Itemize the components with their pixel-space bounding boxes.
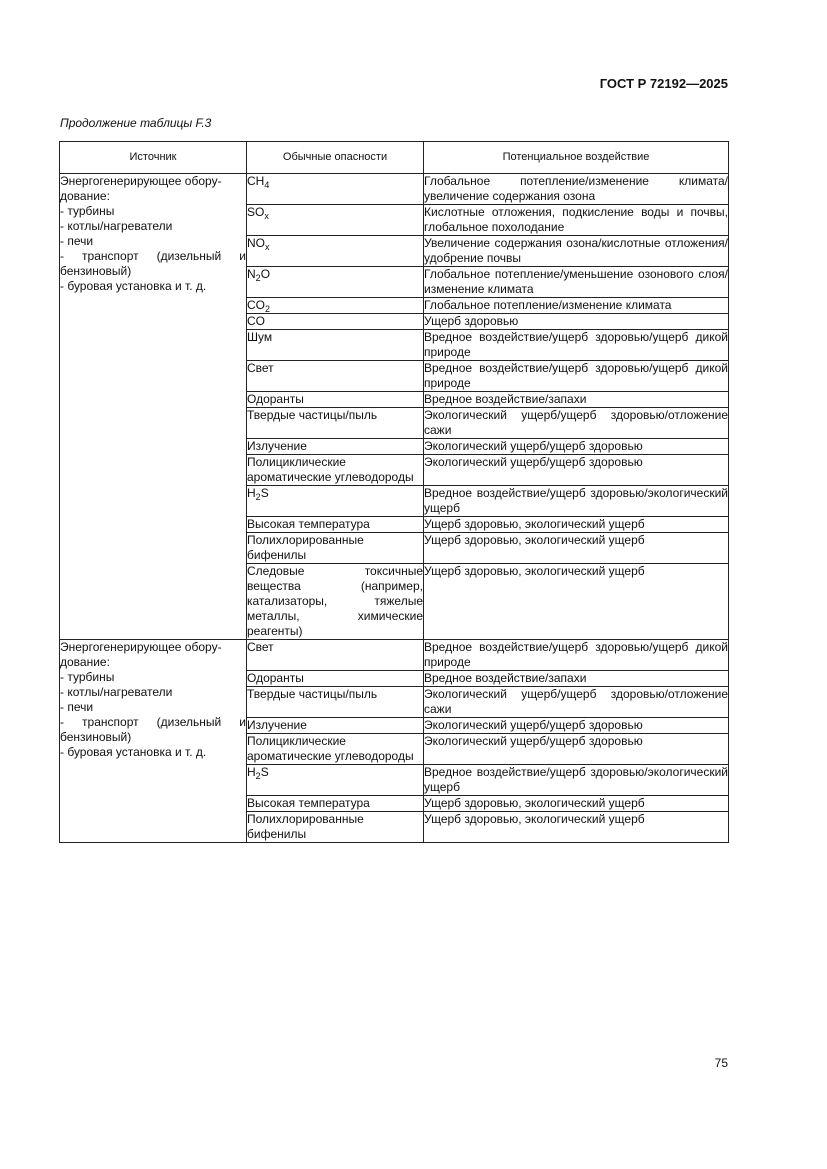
hazard-subscript: x — [264, 211, 269, 221]
column-header-impact: Потенциальное воздействие — [424, 142, 729, 174]
hazard-text: SO — [247, 205, 265, 219]
impact-cell: Ущерб здоровью — [424, 314, 729, 330]
hazard-subscript: 2 — [255, 492, 261, 502]
hazard-text: Полициклические ароматические углеводороды — [247, 734, 414, 763]
source-list-item: - турбины — [60, 204, 115, 218]
source-list-item: - печи — [60, 234, 94, 248]
hazard-cell — [247, 812, 424, 843]
hazard-cell — [247, 205, 424, 236]
hazard-cell — [247, 392, 424, 408]
hazard-cell — [247, 687, 424, 718]
hazard-text: Следовые токсичные вещества (например, катализаторы, тяжелые металлы, химические реагенты) — [247, 564, 423, 638]
hazard-cell — [247, 361, 424, 392]
column-header-hazards: Обычные опасности — [247, 142, 424, 174]
hazard-subscript: 2 — [265, 304, 271, 314]
impact-cell: Вредное воздействие/ущерб здоровью/ущерб дикой природе — [424, 361, 728, 390]
source-list-item: - буровая установка и т. д. — [60, 279, 207, 293]
hazard-cell — [247, 640, 424, 671]
source-list-item: - транспорт (дизельный и бензиновый) — [60, 715, 246, 744]
document-id: ГОСТ Р 72192—2025 — [599, 76, 728, 91]
hazard-text: NO — [247, 236, 265, 250]
table-caption: Продолжение таблицы F.3 — [60, 116, 212, 130]
impact-cell: Экологический ущерб/ущерб здоровью — [424, 455, 729, 486]
hazard-cell — [247, 734, 424, 765]
hazard-cell — [247, 671, 424, 687]
hazard-cell — [247, 517, 424, 533]
hazard-subscript: 4 — [264, 180, 270, 190]
column-header-source: Источник — [60, 142, 247, 174]
hazard-subscript: 2 — [255, 273, 261, 283]
hazard-cell — [247, 330, 424, 361]
source-list-item: - турбины — [60, 670, 115, 684]
source-list-item: - транспорт (дизельный и бензиновый) — [60, 249, 246, 278]
hazard-cell — [247, 564, 424, 640]
hazard-text: N — [247, 267, 256, 281]
impact-cell: Вредное воздействие/ущерб здоровью/ущерб дикой природе — [424, 330, 728, 359]
impact-cell: Экологический ущерб/ущерб здоровью — [424, 718, 729, 734]
source-title-cont: дование: — [60, 655, 110, 669]
hazard-subscript: 2 — [255, 771, 261, 781]
impact-cell: Глобальное потепление/уменьшение озонового слоя/изменение климата — [424, 267, 728, 296]
impact-cell: Экологический ущерб/ущерб здоровью — [424, 734, 729, 765]
impact-cell: Глобальное потепление/изменение климата — [424, 298, 729, 314]
hazard-text-tail: S — [260, 486, 269, 500]
impact-cell: Ущерб здоровью, экологический ущерб — [424, 533, 729, 564]
source-list-item: - буровая установка и т. д. — [60, 745, 207, 759]
hazard-cell — [247, 455, 424, 486]
table-header-row — [60, 142, 729, 174]
source-list-item: - котлы/нагреватели — [60, 219, 173, 233]
impact-cell: Экологический ущерб/ущерб здоровью/отложение сажи — [424, 408, 728, 437]
hazard-text: Излучение — [247, 718, 307, 732]
source-cell — [60, 174, 247, 640]
hazard-text: Высокая температура — [247, 517, 370, 531]
impact-cell: Увеличение содержания озона/кислотные отложения/удобрение почвы — [424, 236, 728, 265]
hazard-text: Одоранты — [247, 392, 304, 406]
hazard-text: Свет — [247, 640, 274, 654]
hazard-text: Полициклические ароматические углеводороды — [247, 455, 414, 484]
hazard-cell — [247, 314, 424, 330]
impact-cell: Экологический ущерб/ущерб здоровью — [424, 439, 729, 455]
hazard-cell — [247, 236, 424, 267]
impact-cell: Ущерб здоровью, экологический ущерб — [424, 812, 729, 843]
impact-cell: Экологический ущерб/ущерб здоровью/отложение сажи — [424, 687, 728, 716]
hazard-cell — [247, 718, 424, 734]
source-list-item: - печи — [60, 700, 94, 714]
hazard-cell — [247, 408, 424, 439]
hazard-text: Полихлорированные бифенилы — [247, 533, 364, 562]
hazard-cell — [247, 486, 424, 517]
impact-cell: Вредное воздействие/ущерб здоровью/экологический ущерб — [424, 486, 728, 515]
hazard-text: Твердые частицы/пыль — [247, 408, 378, 422]
impact-cell: Вредное воздействие/запахи — [424, 671, 729, 687]
hazard-text: CO — [247, 314, 265, 328]
hazard-text: CH — [247, 174, 265, 188]
hazard-text: Высокая температура — [247, 796, 370, 810]
impact-cell: Вредное воздействие/ущерб здоровью/экологический ущерб — [424, 765, 728, 794]
hazards-table — [59, 141, 729, 843]
hazard-cell — [247, 174, 424, 205]
impact-cell: Вредное воздействие/запахи — [424, 392, 729, 408]
source-cell — [60, 640, 247, 843]
table-row — [60, 174, 729, 205]
impact-cell: Вредное воздействие/ущерб здоровью/ущерб дикой природе — [424, 640, 728, 669]
hazard-cell — [247, 267, 424, 298]
page-number: 75 — [714, 1056, 728, 1070]
source-title-cont: дование: — [60, 189, 110, 203]
hazard-text: Излучение — [247, 439, 307, 453]
hazard-cell — [247, 765, 424, 796]
hazard-text: CO — [247, 298, 265, 312]
impact-cell: Глобальное потепление/изменение климата/увеличение содержания озона — [424, 174, 728, 203]
hazard-text: H — [247, 486, 256, 500]
hazard-cell — [247, 533, 424, 564]
table-row — [60, 640, 729, 671]
hazard-subscript: x — [265, 242, 270, 252]
hazard-cell — [247, 796, 424, 812]
impact-cell: Ущерб здоровью, экологический ущерб — [424, 564, 729, 640]
hazard-cell — [247, 298, 424, 314]
source-title: Энергогенерирующее обору- — [60, 174, 222, 188]
impact-cell: Ущерб здоровью, экологический ущерб — [424, 517, 729, 533]
hazard-cell — [247, 439, 424, 455]
hazard-text-tail: S — [260, 765, 269, 779]
source-title: Энергогенерирующее обору- — [60, 640, 222, 654]
source-list-item: - котлы/нагреватели — [60, 685, 173, 699]
hazard-text: Шум — [247, 330, 273, 344]
hazard-text-tail: O — [260, 267, 271, 281]
hazard-text: Одоранты — [247, 671, 304, 685]
impact-cell: Кислотные отложения, подкисление воды и почвы, глобальное похолодание — [424, 205, 728, 234]
hazard-text: H — [247, 765, 256, 779]
hazard-text: Свет — [247, 361, 274, 375]
impact-cell: Ущерб здоровью, экологический ущерб — [424, 796, 729, 812]
hazard-text: Твердые частицы/пыль — [247, 687, 378, 701]
hazard-text: Полихлорированные бифенилы — [247, 812, 364, 841]
